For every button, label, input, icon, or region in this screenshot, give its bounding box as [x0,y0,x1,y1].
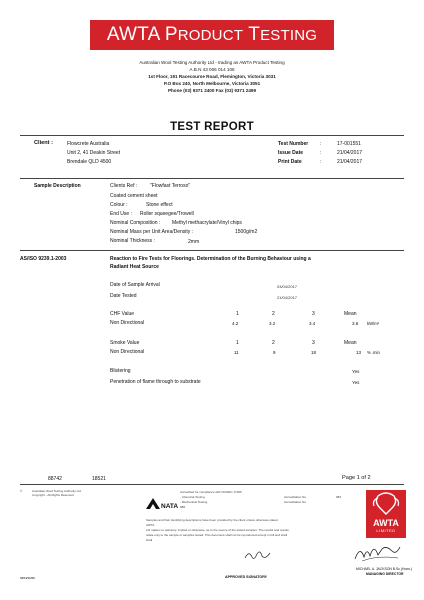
chf-non-directional-label: Non Directional [110,320,145,326]
standard-title-line1: Reaction to Fire Tests for Floorings. Determination of the Burning Behaviour using a [110,256,311,262]
penetration-label: Penetration of flame through to substrate [110,379,201,385]
brand-sc2: ESTING [260,27,318,44]
brand-sc1: RODUCT [177,27,244,44]
copyright-mark: © [20,489,23,493]
mean-header: Mean [344,340,357,346]
signatory-title: MANAGING DIRECTOR [366,572,404,576]
smoke-unit: % .min [367,350,380,355]
colon: : [320,159,322,165]
col-2-header: 2 [272,340,275,346]
chf-value-3: 3.4 [309,321,316,326]
director-signature-icon [352,541,402,563]
colour: Stone effect [146,202,173,208]
composition-label: Nominal Composition : [110,220,161,226]
brand-banner [90,20,334,50]
accr-no1: 983 [336,495,342,499]
standard-title-line2: Radiant Heat Source [110,264,159,270]
col-1-header: 1 [236,311,239,317]
sample-divider [20,250,404,251]
header-line2: A.B.N 43 006 014 106 [189,67,235,72]
smoke-label: Smoke Value [110,340,140,346]
chf-mean: 3.6 [352,321,359,326]
clients-ref: "Flowfast Terroso" [150,183,191,189]
approver-signature-icon [243,548,273,562]
mean-header: Mean [344,311,357,317]
disclaimer-line2: AWTA [146,523,155,527]
ram-head-icon [366,490,406,518]
accr-no-label2: Accreditation No. [284,500,307,504]
penetration-value: Yes [352,380,360,385]
signatory-name: MICHAEL A. JACKSON B.Sc.(Hons.) [356,567,413,571]
client-address1: Unit 2, 41 Deakin Street [67,150,121,156]
sample-label: Sample Description [34,183,81,189]
page-number: Page 1 of 2 [342,475,371,481]
standard-code: AS/ISO 9239.1-2003 [20,256,67,262]
disclaimer-line3: Ltd makes no warranty, implied or otherwise, as to the source of the tested samples. The results and results [146,528,289,532]
header-line3: 1st Floor, 191 Racecourse Road, Flemington, Victoria 3031 [148,74,276,79]
thickness: 2mm [188,239,200,245]
footer-code2: 18521 [92,476,106,482]
smoke-value-3: 18 [311,350,317,355]
smoke-value-1: 11 [234,350,239,355]
header-line5: Phone (03) 9371 2400 Fax (03) 9371 2499 [167,88,257,93]
mech-testing: - Mechanical Testing [180,500,208,504]
page-title: TEST REPORT [170,121,254,133]
footer-code1: 88742 [48,476,62,482]
chf-value-2: 3.2 [269,321,276,326]
colon: : [320,150,322,156]
footer-divider [20,484,404,485]
client-name: Flowcrete Australia [67,141,110,147]
blistering-label: Blistering [110,368,131,374]
limited-text: LIMITED [376,528,396,533]
print-date: 21/04/2017 [337,159,363,165]
end-use-label: End Use : [110,211,132,217]
clients-ref-label: Clients Ref : [110,183,138,189]
smoke-non-directional-label: Non Directional [110,349,145,355]
brand-t: T [248,24,261,45]
chf-unit: kW/m² [367,321,380,326]
arrival-label: Date of Sample Arrival [110,282,160,288]
issue-date-label: Issue Date [278,150,304,156]
blistering-value: Yes [352,369,360,374]
awta-limited-logo [366,490,406,538]
accredited-line: Accredited for compliance with ISO/IEC 17025 [180,490,242,494]
tested-label: Date Tested [110,293,137,299]
test-number-label: Test Number [278,141,309,147]
test-number: 17-001551 [337,141,361,147]
client-label: Client : [34,140,53,146]
col-2-header: 2 [272,311,275,317]
form-code: 0204/11/06 [20,576,35,580]
thickness-label: Nominal Thickness : [110,238,155,244]
awta-logo-text: AWTA [373,518,399,528]
disclaimer-line5: shall [146,538,153,542]
disclaimer-line4: relate only to the sample or samples tested. This document shall not be reproduced except in full and shall [146,533,288,537]
tested-date: 21/04/2017 [277,295,298,300]
nata-text: NATA [161,503,179,510]
client-divider [20,178,404,179]
col-3-header: 3 [312,311,315,317]
smoke-mean: 13 [356,350,362,355]
header-line1: Australian Wool Testing Authority Ltd - trading as AWTA Product Testing [139,60,285,65]
print-date-label: Print Date [278,159,302,165]
title-divider [20,135,404,136]
col-3-header: 3 [312,340,315,346]
colon: : [320,141,322,147]
end-use: Roller squeegee/Trowell [140,211,194,217]
mech-code: 988 [180,505,186,509]
chf-label: CHF Value [110,311,135,317]
copyright-line1: Australian Wool Testing Authority Ltd [32,489,81,493]
chem-testing: - Chemical Testing [180,495,205,499]
mass-label: Nominal Mass per Unit Area/Density : [110,229,194,235]
sample-line2: Coated cement sheet [110,193,158,199]
disclaimer-line1: Samples and their identifying descriptions have been provided by the client unless otherwise stated. [146,518,279,522]
brand-main: AWTA P [106,24,178,45]
composition: Methyl methacrylate/Vinyl chips [172,220,242,226]
copyright-line2: Copyright - All Rights Reserved [32,493,74,497]
nata-logo-icon [146,497,179,510]
accr-no-label1: Accreditation No. [284,495,307,499]
client-address2: Brendale QLD 4500 [67,159,112,165]
issue-date: 21/04/2017 [337,150,363,156]
col-1-header: 1 [236,340,239,346]
mass: 1500g/m2 [235,229,258,235]
smoke-value-2: 9 [273,350,276,355]
colour-label: Colour : [110,202,128,208]
header-line4: P.O Box 240, North Melbourne, Victoria 3051 [163,81,261,86]
arrival-date: 03/04/2017 [277,284,298,289]
approved-signatory: APPROVED SIGNATORY [225,575,268,579]
chf-value-1: 4.2 [232,321,239,326]
